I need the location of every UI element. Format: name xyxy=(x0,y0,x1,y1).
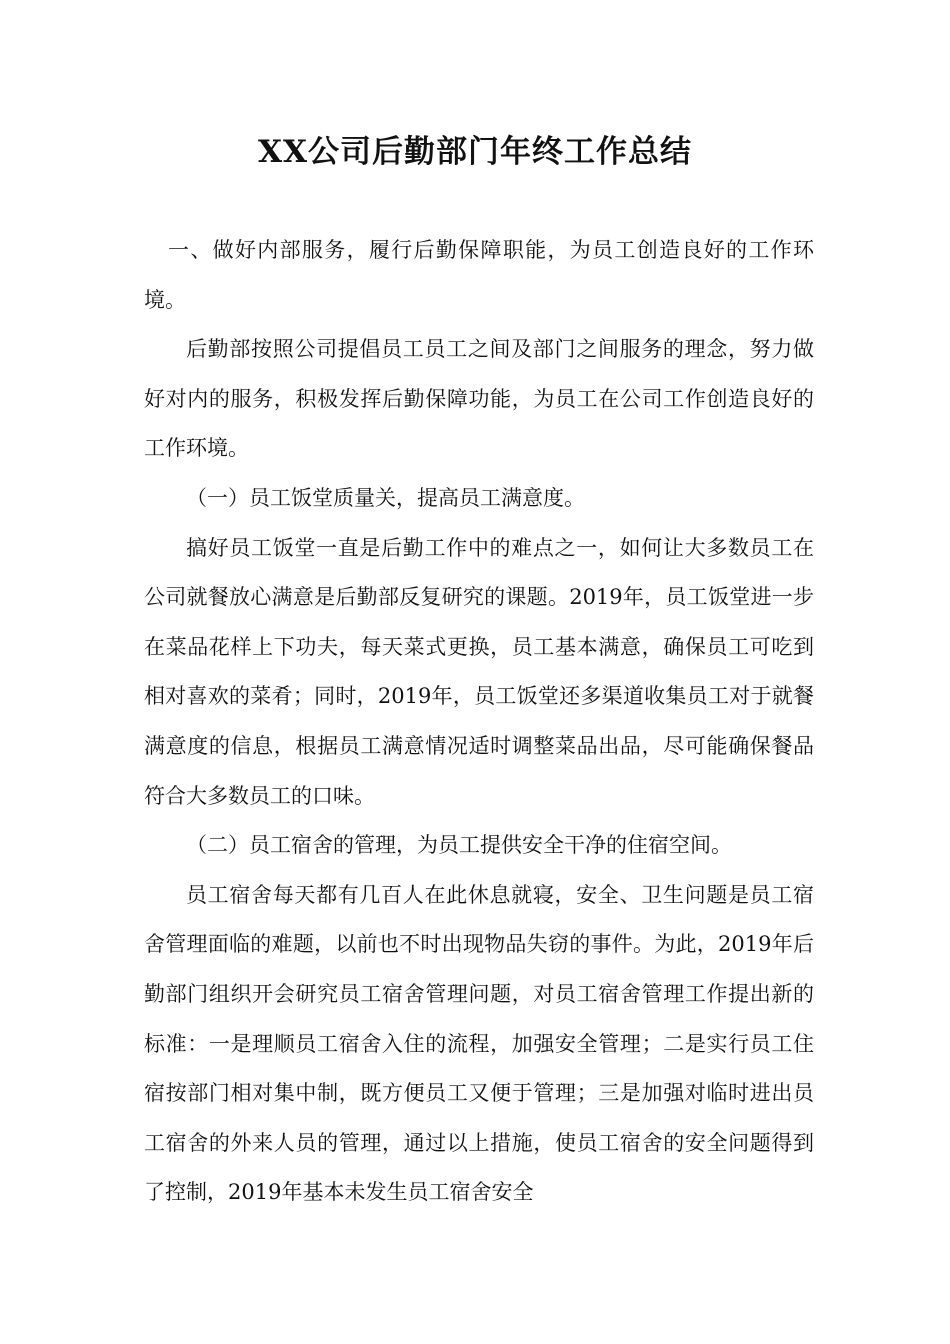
section-heading-1: 一、做好内部服务，履行后勤保障职能，为员工创造良好的工作环境。 xyxy=(144,238,814,312)
paragraph: 搞好员工饭堂一直是后勤工作中的难点之一，如何让大多数员工在公司就餐放心满意是后勤部反复研究的课题。2019年，员工饭堂进一步在菜品花样上下功夫，每天菜式更换，员工基本满意，确保员工可吃到相对喜欢的菜肴；同时，2019年，员工饭堂还多渠道收集员工对于就餐满意度的信息，根据员工满意情况适时调整菜品出品，尽可能确保餐品符合大多数员工的口味。 xyxy=(144,535,814,808)
document-title: XX公司后勤部门年终工作总结 xyxy=(257,134,693,170)
document-body xyxy=(144,226,814,1218)
paragraph: 后勤部按照公司提倡员工员工之间及部门之间服务的理念，努力做好对内的服务，积极发挥后勤保障功能，为员工在公司工作创造良好的工作环境。 xyxy=(144,337,814,461)
paragraph: 员工宿舍每天都有几百人在此休息就寝，安全、卫生问题是员工宿舍管理面临的难题，以前也不时出现物品失窃的事件。为此，2019年后勤部门组织开会研究员工宿舍管理问题，对员工宿舍管理工作提出新的标准：一是理顺员工宿舍入住的流程，加强安全管理；二是实行员工住宿按部门相对集中制，既方便员工又便于管理；三是加强对临时进出员工宿舍的外来人员的管理，通过以上措施，使员工宿舍的安全问题得到了控制，2019年基本未发生员工宿舍安全 xyxy=(144,882,814,1205)
subsection-heading-2: （二）员工宿舍的管理，为员工提供安全干净的住宿空间。 xyxy=(186,833,732,858)
subsection-heading-1: （一）员工饭堂质量关，提高员工满意度。 xyxy=(186,485,585,510)
